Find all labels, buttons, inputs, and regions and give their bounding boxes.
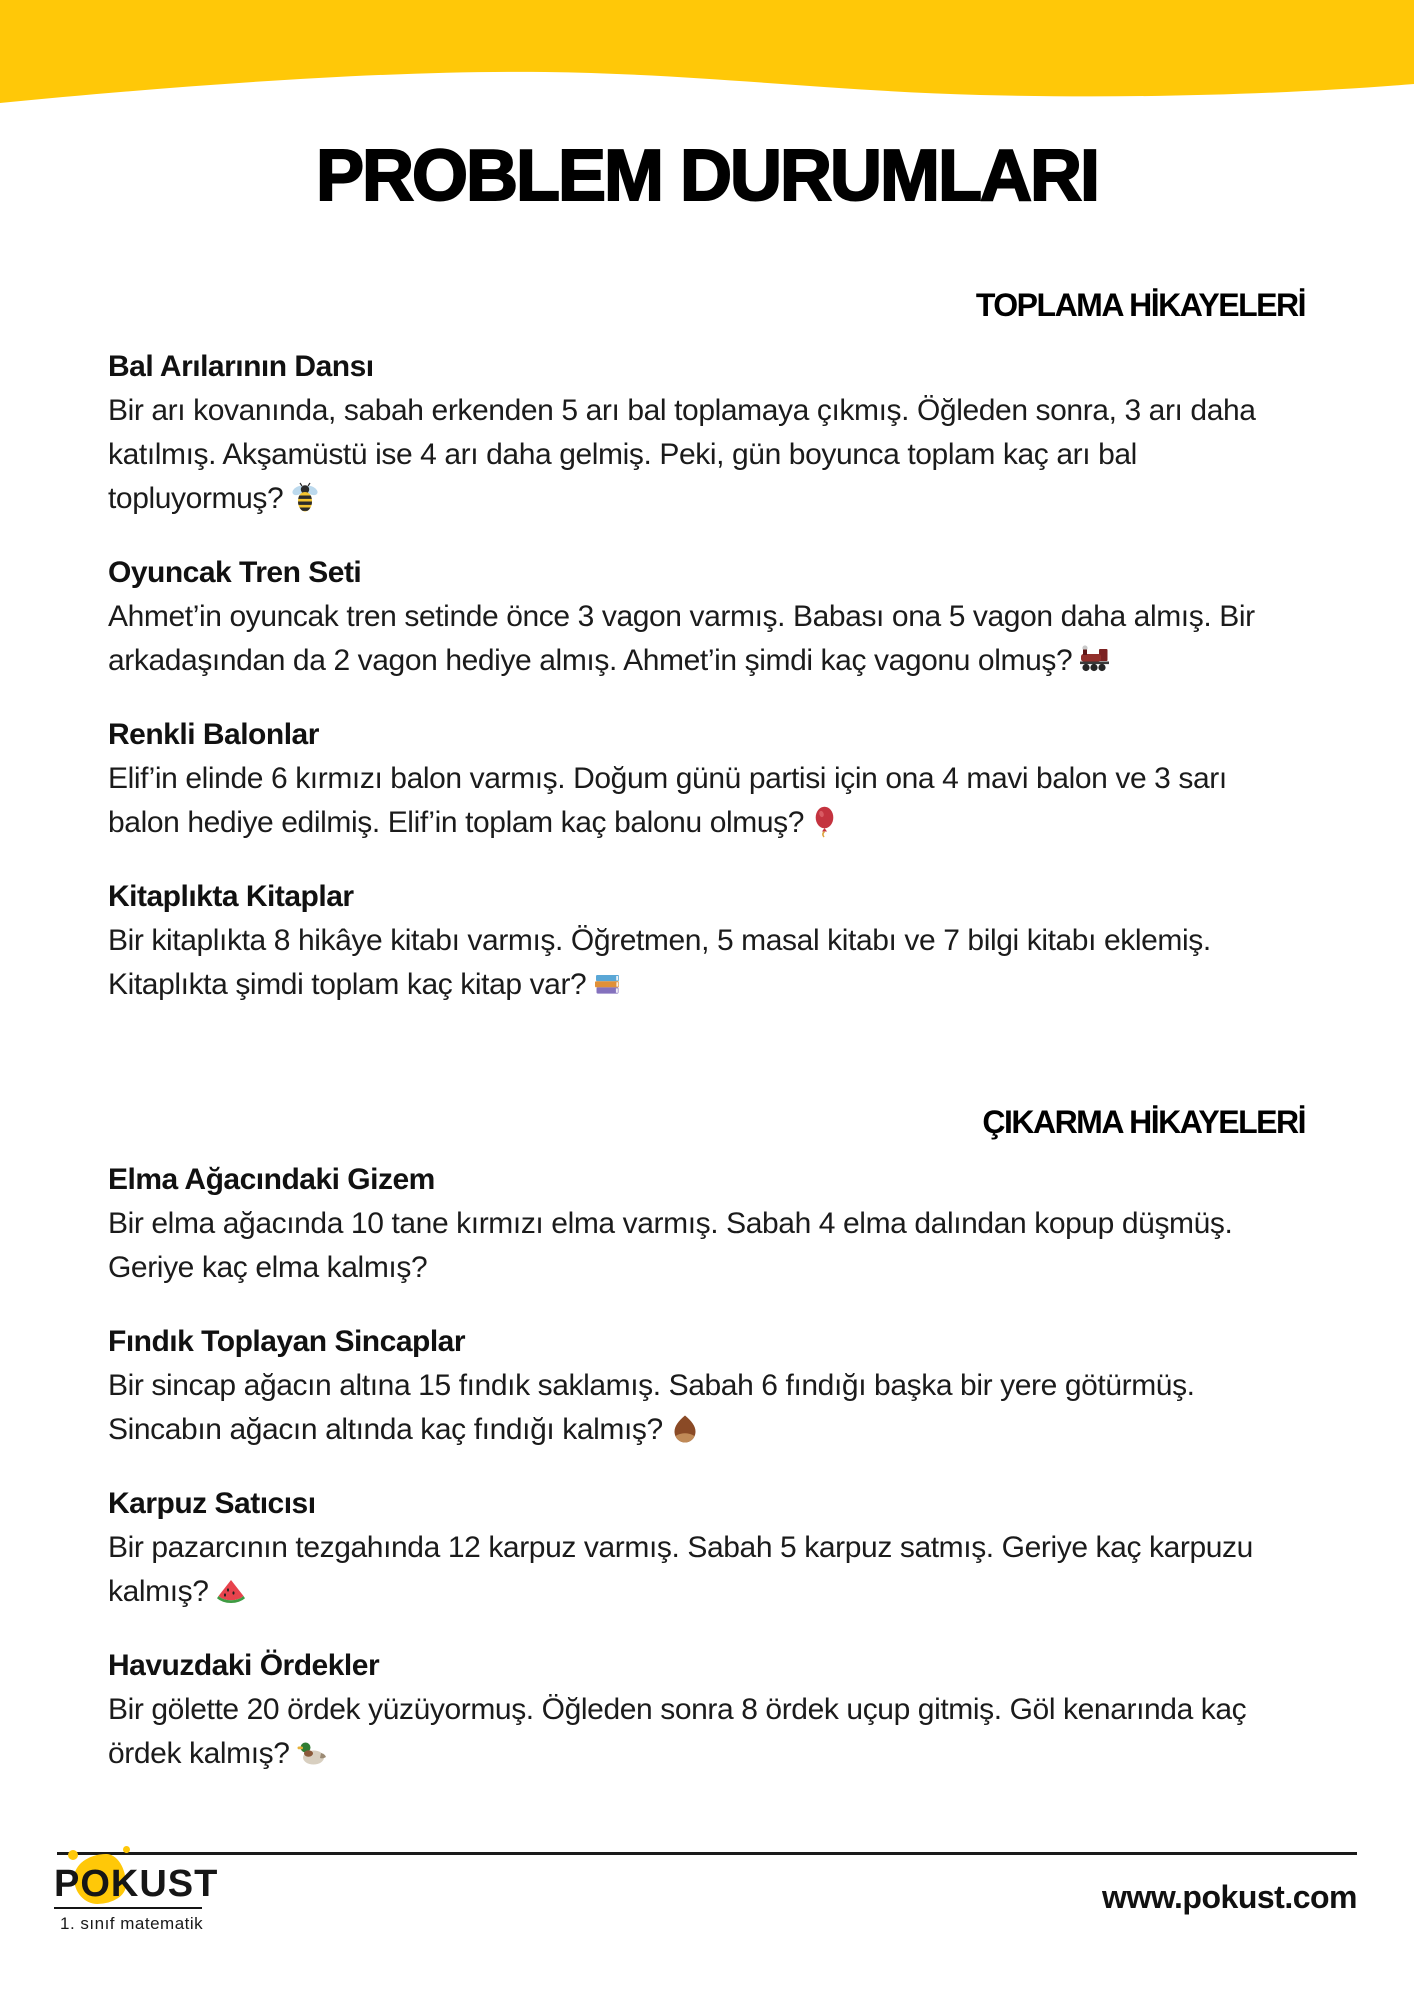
- train-icon: [1078, 644, 1110, 676]
- problem-bees: [108, 345, 1305, 521]
- problem-text: Bir elma ağacında 10 tane kırmızı elma varmış. Sabah 4 elma dalından kopup düşmüş. Geriye kaç elma kalmış?: [108, 1207, 1233, 1284]
- section-addition-heading: TOPLAMA HİKAYELERİ: [975, 287, 1305, 323]
- logo-underline: [54, 1907, 202, 1909]
- duck-icon: [296, 1737, 328, 1769]
- worksheet-content: [108, 288, 1305, 1776]
- problem-books: [108, 875, 1305, 1007]
- section-subtraction-heading: ÇIKARMA HİKAYELERİ: [982, 1104, 1305, 1140]
- hazelnut-icon: [669, 1413, 701, 1445]
- problem-text: Elif’in elinde 6 kırmızı balon varmış. Doğum günü partisi için ona 4 mavi balon ve 3 sarı balon hediye edilmiş. Elif’in toplam kaç balonu olmuş?: [108, 762, 1227, 839]
- footer-divider: [57, 1852, 1357, 1855]
- logo-text: POKUST: [54, 1863, 219, 1905]
- logo: [54, 1864, 274, 1933]
- problem-text: Bir gölette 20 ördek yüzüyormuş. Öğleden sonra 8 ördek uçup gitmiş. Göl kenarında kaç ördek kalmış?: [108, 1693, 1247, 1770]
- problem-title: Havuzdaki Ördekler: [108, 1649, 380, 1682]
- page-title: PROBLEM DURUMLARI: [316, 136, 1098, 216]
- books-icon: [592, 968, 624, 1000]
- problem-balloons: [108, 713, 1305, 845]
- problem-squirrels: [108, 1320, 1305, 1452]
- problem-title: Elma Ağacındaki Gizem: [108, 1163, 435, 1196]
- problem-text: Bir arı kovanında, sabah erkenden 5 arı bal toplamaya çıkmış. Öğleden sonra, 3 arı daha katılmış. Akşamüstü ise 4 arı daha gelmiş. Peki, gün boyunca toplam kaç arı bal topluyormuş?: [108, 394, 1256, 515]
- problem-title: Renkli Balonlar: [108, 718, 319, 751]
- problem-text: Ahmet’in oyuncak tren setinde önce 3 vagon varmış. Babası ona 5 vagon daha almış. Bir arkadaşından da 2 vagon hediye almış. Ahmet’in şimdi kaç vagonu olmuş?: [108, 600, 1255, 677]
- problem-text: Bir sincap ağacın altına 15 fındık saklamış. Sabah 6 fındığı başka bir yere götürmüş. Sincabın ağacın altında kaç fındığı kalmış?: [108, 1369, 1195, 1446]
- problem-text: Bir kitaplıkta 8 hikâye kitabı varmış. Öğretmen, 5 masal kitabı ve 7 bilgi kitabı eklemiş. Kitaplıkta şimdi toplam kaç kitap var?: [108, 924, 1211, 1001]
- problem-title: Oyuncak Tren Seti: [108, 556, 362, 589]
- problem-ducks: [108, 1644, 1305, 1776]
- problem-title: Bal Arılarının Dansı: [108, 350, 374, 383]
- website-text: www.pokust.com: [1102, 1879, 1357, 1915]
- logo-subtitle: 1. sınıf matematik: [60, 1914, 204, 1933]
- header-wave: [0, 0, 1414, 110]
- problem-title: Karpuz Satıcısı: [108, 1487, 316, 1520]
- balloon-icon: [810, 806, 842, 838]
- problem-title: Fındık Toplayan Sincaplar: [108, 1325, 466, 1358]
- bee-icon: [289, 482, 321, 514]
- problem-train: [108, 551, 1305, 683]
- problem-watermelons: [108, 1482, 1305, 1614]
- problem-title: Kitaplıkta Kitaplar: [108, 880, 354, 913]
- problem-apples: [108, 1158, 1305, 1290]
- watermelon-icon: [215, 1575, 247, 1607]
- problem-text: Bir pazarcının tezgahında 12 karpuz varmış. Sabah 5 karpuz satmış. Geriye kaç karpuzu kalmış?: [108, 1531, 1253, 1608]
